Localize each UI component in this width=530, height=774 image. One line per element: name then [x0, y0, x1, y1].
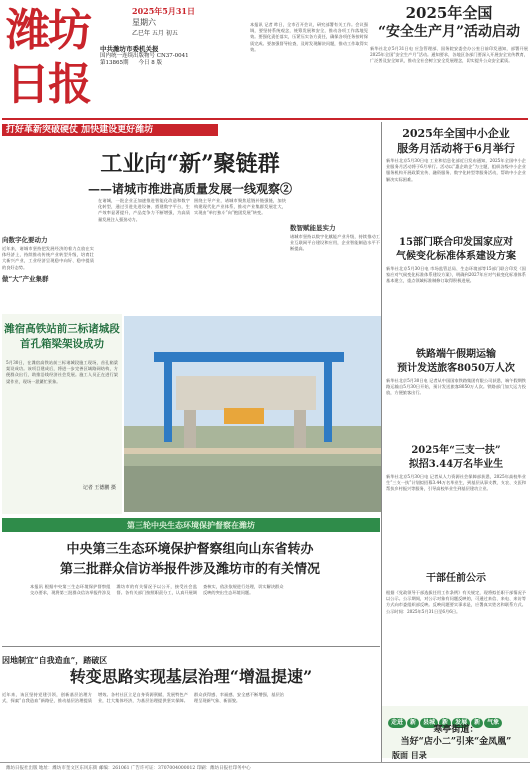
lead-headline: 工业向“新”聚链群 [100, 151, 280, 177]
right-body-1: 新华社北京5月30日电 工业和信息化部近日发布通知，2025年全国中小企业服务月活动将于6月举行。活动以“惠企助企”为主题，组织各级中小企业服务机构开展政策宣传、融资服务、数字化转型等服务活动，帮助中小企业解决实际困难。 [386, 158, 526, 182]
right-headline-3a: 铁路端午假期运输 [416, 349, 496, 360]
right-headline-1 [384, 126, 528, 156]
red-banner: 打好革新突破硬仗 加快建设更好潍坊 [2, 124, 218, 136]
right-body-3: 新华社北京5月30日电 记者从中国国家铁路集团有限公司获悉，端午假期铁路运输自5月30日开始，预计发送旅客8050万人次。铁路部门加大运力投放，方便旅客出行。 [386, 378, 526, 396]
corner-tag: 县城 [420, 718, 438, 728]
pub-pages: 今日 8 版 [138, 60, 162, 66]
right-headline-1a: 2025年全国中小企业 [402, 127, 510, 140]
pub-cn: 国内统一连续出版物号 CN37-0041 [100, 53, 189, 59]
top-right-headline [370, 4, 528, 42]
right-column-divider [381, 122, 382, 762]
photo-title-1: 潍宿高铁站前三标诸城段 [4, 323, 120, 335]
construction-photo [124, 316, 381, 512]
right-body-4: 新华社北京5月30日电 记者从人力资源社会保障部获悉，2025年高校毕业生“三支一扶”计划拟招募3.44万名毕业生，到基层从事支教、支农、支医和帮扶乡村振兴等服务，引导高校毕业生到基层建功立业。 [386, 474, 526, 492]
masthead-rule [2, 118, 528, 120]
page-footer [0, 762, 530, 774]
right-headline-5: 干部任前公示 [426, 573, 486, 584]
footer-text: 潍坊日报社出版 地址：潍坊市奎文区东风东街 邮编：261061 广告许可证：3707004000012 印刷：潍坊日报社印务中心 [6, 766, 251, 771]
photo-title-2: 首孔箱梁架设成功 [20, 338, 104, 350]
bottom-headline: 转变思路实现基层治理“增温提速” [69, 667, 313, 686]
pub-date: 2025年5月31日 [132, 6, 195, 16]
corner-tag: 新 [407, 718, 419, 728]
right-body-5: 根据《党政领导干部选拔任用工作条例》有关规定，现将拟任职干部情况予以公示。公示期间，对公示对象有问题反映的，可通过来信、来电、来访等方式向市委组织部反映。反映问题要实事求是，应署真实姓名和联系方式。公示时间：2025年5月31日至6月6日。 [386, 590, 526, 614]
top-news-brief: 本报讯 记者 昨日，全市召开会议，研究部署有关工作。会议强调，要坚持系统观念，统筹发展和安全，推动各项工作落地见效。要强化责任落实，压紧压实各方责任，确保各项任务按时保质完成。要加强督导检查，及时发现解决问题，推动工作取得实效。 [250, 22, 368, 52]
corner-headline-1: 寒亭街道： [433, 725, 479, 735]
lead-section-3: 数智赋能显实力 [290, 224, 336, 232]
masthead-logo: 潍坊日报 [6, 5, 90, 110]
lead-section-2: 做“大”产业集群 [2, 274, 49, 283]
pub-org-block [100, 46, 260, 67]
right-headline-4a: 2025年“三支一扶” [411, 445, 501, 456]
corner-tag: 新 [439, 718, 451, 728]
pub-issue: 第13865期 [100, 60, 129, 66]
right-headline-3 [384, 348, 528, 376]
top-right-headline-line1: 2025年全国 [405, 4, 493, 22]
right-headline-4b: 拟招3.44万名毕业生 [408, 459, 504, 470]
lead-section-1: 向数字化要动力 [2, 236, 48, 244]
right-headline-2a: 15部门联合印发国家应对 [399, 237, 513, 248]
right-headline-3b: 预计发送旅客8050万人次 [397, 363, 515, 374]
lead-headline-block [0, 150, 380, 198]
lead-col-2: 在诸城，一批企业正加速推进智能化改造和数字化转型，通过引进先进设备、搭建数字平台，生产效率显著提升，产品竞争力不断增强，为高质量发展注入强劲动力。 [98, 198, 190, 222]
corner-headline-2: 当好“店小二”引来“金凤凰” [400, 737, 512, 747]
corner-tag: 发展 [452, 718, 470, 728]
bottom-kicker: 因地制宜“自我造血”，踏破区 [2, 655, 108, 665]
lead-col-1: 向数字化要动力 近年来，诸城市坚持把发展经济的着力点放在实体经济上，持续推动传统产业转型升级，培育壮大新兴产业，工业经济呈现稳中向好、稳中提质的良好态势。 做“大”产业集群 [2, 236, 94, 283]
right-headline-2b: 气候变化标准体系建设方案 [396, 251, 516, 262]
pub-org: 中共潍坊市委机关报 [100, 45, 159, 53]
photo-credit: 记者 王德鹏 摄 [82, 485, 116, 491]
top-right-headline-line2: “安全生产月”活动启动 [377, 24, 521, 40]
right-body-2: 新华社北京5月30日电 市场监管总局、生态环境部等15部门联合印发《国家应对气候变化标准体系建设方案》，明确到2027年应对气候变化标准体系基本建立，重点领域标准制修订取得积极进展。 [386, 266, 526, 284]
lead-col-3: 围绕主导产业，诸城市聚焦延链补链强链，加快构建现代化产业体系，推动产业集群发展壮大，实现由“单打独斗”向“抱团发展”转变。 [194, 198, 286, 216]
right-headline-2 [384, 236, 528, 264]
corner-headline [384, 724, 528, 748]
photo-caption-text: 5月30日，在潍宿高铁站前三标诸城段施工现场，首孔箱梁架设成功。该项目建成后，将进一步完善区域路网结构，方便群众出行，助推沿线经济社会发展。施工人员正在进行架梁作业，现场一派繁忙景象。 [6, 360, 118, 384]
bottom-body: 近年来，该区坚持党建引领，创新基层治理方式，探索“自我造血”新路径，推动基层治理提质增效。各村社区立足自身资源禀赋，发展特色产业，壮大集体经济，为基层治理提供坚实保障。群众获得感、幸福感、安全感不断增强，基层治理呈现新气象、新面貌。 [2, 692, 284, 704]
bottom-headline-block [2, 654, 380, 688]
pub-lunar: 乙巳年 五月 初五 [132, 30, 178, 37]
inspection-headline: 中央第三生态环境保护督察组向山东省转办 [66, 542, 314, 557]
right-headline-4 [384, 444, 528, 472]
section-divider [2, 646, 380, 647]
corner-tag: 气象 [484, 718, 502, 728]
lead-subhead: ——诸城市推进高质量发展一线观察② [87, 182, 292, 196]
inspection-subhead: 第三批群众信访举报件涉及潍坊市的有关情况 [59, 562, 320, 577]
inspection-green-bar: 第三轮中央生态环境保护督察在潍坊 [2, 518, 380, 532]
top-right-body: 新华社北京5月31日电 应急管理部、国务院安委会办公室日前印发通知，部署开展2025年全国“安全生产月”活动。通知要求，各地区各部门要深入开展安全宣传教育，广泛普及安全知识，推动全社会树立安全发展理念，切实提升公众安全素质。 [370, 46, 528, 64]
right-headline-1b: 服务月活动将于6月举行 [397, 142, 515, 155]
pub-weekday: 星期六 [132, 18, 156, 27]
photo-caption-box [2, 314, 122, 514]
corner-tag: 走进 [388, 718, 406, 728]
inspection-body: 本报讯 根据中央第三生态环境保护督察组交办要求，现将第三批群众信访举报件涉及潍坊市的有关情况予以公开，接受社会监督。各有关部门按照职责分工，认真开展调查核实，依法依规进行处理，切实解决群众反映的突出生态环境问题。 [30, 584, 284, 596]
lead-col-4: 数智赋能显实力 诸城市坚持以数字化赋能产业升级，持续推动工业互联网平台建设和应用，企业智能制造水平不断提高。 [290, 224, 380, 252]
inspection-headline-block [0, 540, 380, 580]
corner-tag: 新 [471, 718, 483, 728]
corner-index-label: 版面 目录 [392, 750, 427, 760]
corner-tagbar [388, 709, 524, 726]
